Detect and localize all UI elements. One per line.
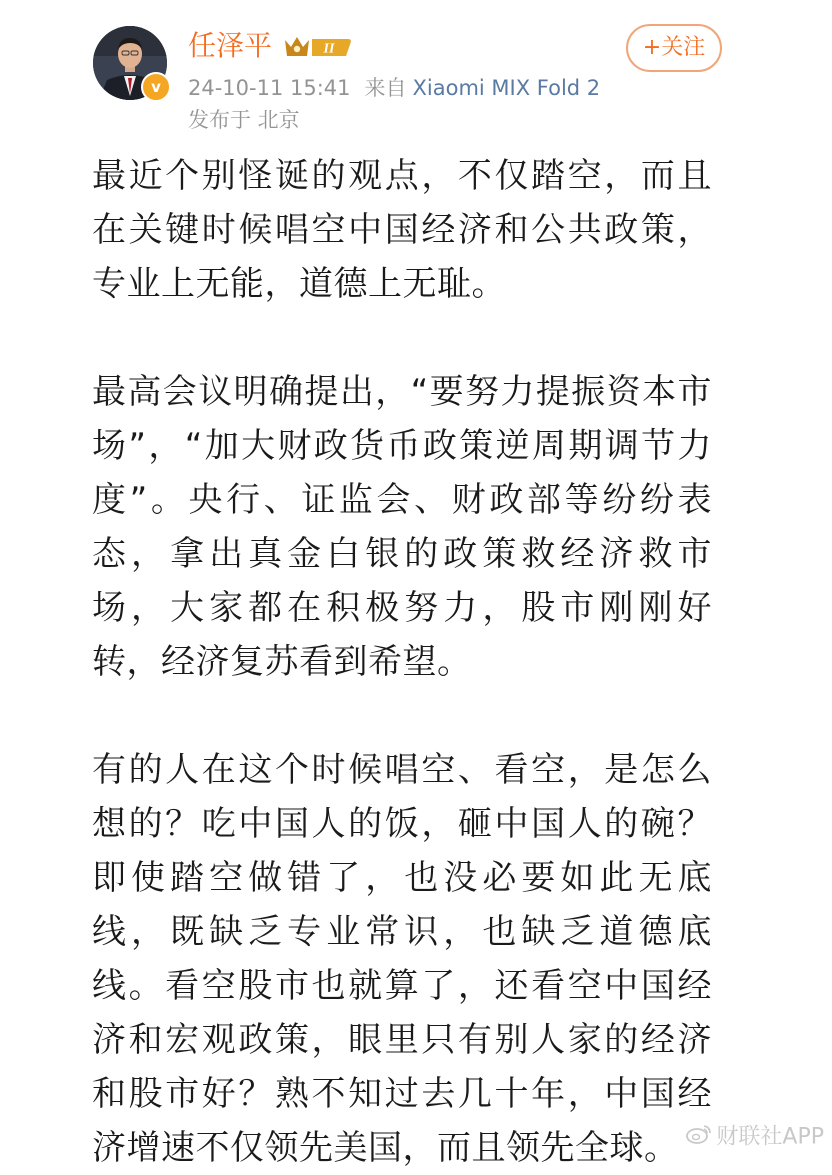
verified-badge-icon: v bbox=[141, 72, 171, 102]
watermark-text: 财联社APP bbox=[716, 1124, 824, 1150]
watermark bbox=[686, 1123, 824, 1152]
post-header bbox=[0, 0, 832, 140]
crown-rank-icon bbox=[282, 32, 354, 62]
weibo-logo-icon bbox=[686, 1123, 712, 1152]
post-location: 发布于 北京 bbox=[188, 108, 300, 132]
username[interactable]: 任泽平 bbox=[188, 29, 273, 62]
post-paragraph: 最高会议明确提出，“要努力提振资本市场”，“加大财政货币政策逆周期调节力度”。央行、证监会、财政部等纷纷表态，拿出真金白银的政策救经济救市场，大家都在积极努力，股市刚刚好转，经济复苏看到希望。 bbox=[92, 372, 712, 682]
post-content bbox=[92, 149, 712, 1175]
follow-button[interactable]: +关注 bbox=[626, 24, 722, 72]
rank-badge-label: II bbox=[323, 41, 335, 57]
post-timestamp: 24-10-11 15:41 bbox=[188, 76, 351, 100]
device-link[interactable]: Xiaomi MIX Fold 2 bbox=[412, 76, 601, 100]
avatar[interactable] bbox=[93, 26, 167, 100]
source-label: 来自 bbox=[364, 76, 407, 100]
post-paragraph: 最近个别怪诞的观点，不仅踏空，而且在关键时候唱空中国经济和公共政策，专业上无能，道德上无耻。 bbox=[92, 156, 712, 304]
post-meta bbox=[188, 74, 600, 102]
rank-badge[interactable] bbox=[282, 32, 354, 62]
post-paragraph: 有的人在这个时候唱空、看空，是怎么想的？吃中国人的饭，砸中国人的碗？即使踏空做错了，也没必要如此无底线，既缺乏专业常识，也缺乏道德底线。看空股市也就算了，还看空中国经济和宏观政策，眼里只有别人家的经济和股市好？熟不知过去几十年，中国经济增速不仅领先美国，而且领先全球。 bbox=[92, 750, 712, 1168]
